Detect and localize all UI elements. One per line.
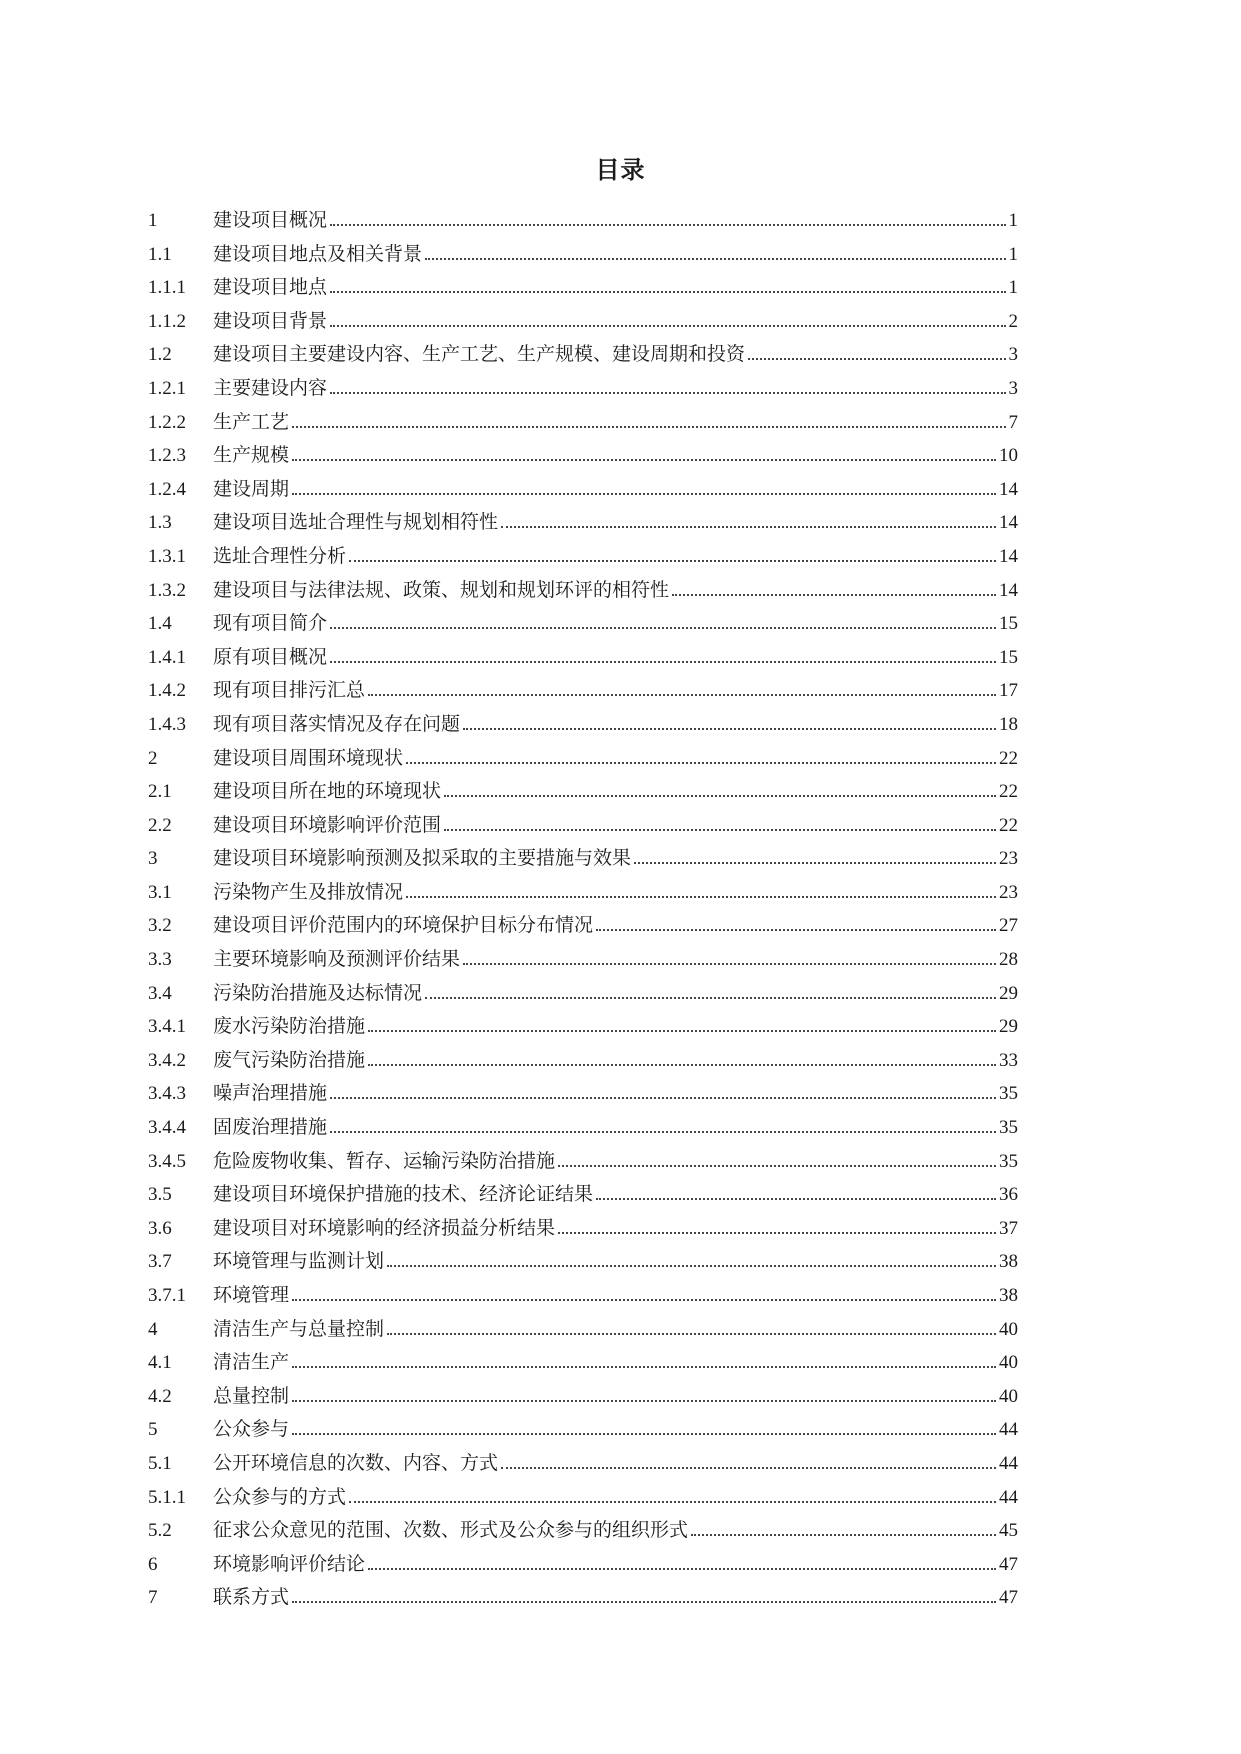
toc-entry[interactable] [148,1380,1018,1414]
toc-entry-text: 环境影响评价结论 [213,1552,366,1575]
toc-entry-number: 4.1 [148,1352,172,1374]
toc-entry-text: 现有项目简介 [213,612,328,635]
toc-entry-page: 29 [999,982,1018,1004]
toc-entry-text: 总量控制 [213,1384,290,1407]
toc-entry-page: 1 [1008,277,1018,299]
toc-entry[interactable] [148,708,1018,742]
toc-entry-text: 建设项目对环境影响的经济损益分析结果 [213,1216,556,1239]
toc-entry-text: 固废治理措施 [213,1116,328,1139]
toc-entry-text: 建设项目环境保护措施的技术、经济论证结果 [213,1183,594,1206]
toc-entry-number: 1.3.2 [148,579,186,601]
toc-entry-text: 建设项目与法律法规、政策、规划和规划环评的相符性 [213,578,670,601]
toc-entry-number: 3.4.2 [148,1049,186,1071]
toc-entry[interactable] [148,372,1018,406]
toc-entry-number: 3.4.1 [148,1016,186,1038]
toc-entry-number: 3.7 [148,1251,172,1273]
toc-entry-number: 5.1 [148,1452,172,1474]
toc-entry-number: 5.2 [148,1520,172,1542]
toc-entry-page: 29 [999,1016,1018,1038]
toc-entry-text: 建设项目环境影响预测及拟采取的主要措施与效果 [213,847,632,870]
toc-entry[interactable] [148,1413,1018,1447]
toc-dot-leader [330,392,1005,394]
toc-entry-page: 1 [1008,210,1018,231]
toc-dot-leader [330,325,1005,327]
toc-dot-leader [387,1333,996,1335]
toc-entry-number: 3.1 [148,881,172,903]
toc-entry-text: 污染防治措施及达标情况 [213,981,423,1004]
toc-entry-number: 1.2.1 [148,377,186,399]
toc-dot-leader [406,762,996,764]
toc-entry[interactable] [148,943,1018,977]
toc-entry-number: 2 [148,747,158,769]
toc-entry-text: 联系方式 [213,1586,290,1609]
toc-entry-text: 建设项目环境影响评价范围 [213,813,442,836]
toc-entry-text: 原有项目概况 [213,645,328,668]
toc-entry-text: 建设周期 [213,477,290,500]
toc-entry[interactable] [148,1548,1018,1582]
toc-entry[interactable] [148,439,1018,473]
toc-entry[interactable] [148,506,1018,540]
toc-entry-page: 45 [999,1520,1018,1542]
toc-entry-text: 公众参与 [213,1418,290,1441]
toc-entry[interactable] [148,1010,1018,1044]
toc-entry-page: 14 [999,579,1018,601]
toc-entry-number: 2.1 [148,781,172,803]
toc-entry-page: 47 [999,1587,1018,1609]
toc-entry-page: 2 [1008,310,1018,332]
toc-entry[interactable] [148,1245,1018,1279]
toc-entry-text: 废气污染防治措施 [213,1048,366,1071]
toc-entry[interactable] [148,674,1018,708]
toc-entry[interactable] [148,1447,1018,1481]
toc-dot-leader [292,1366,996,1368]
toc-entry-number: 7 [148,1587,158,1609]
toc-entry-number: 1.2.2 [148,411,186,433]
toc-dot-leader [501,1467,996,1469]
toc-entry-text: 废水污染防治措施 [213,1015,366,1038]
toc-dot-leader [501,526,996,528]
toc-dot-leader [368,1030,996,1032]
toc-entry-number: 1.1.2 [148,310,186,332]
toc-entry-page: 37 [999,1217,1018,1239]
toc-dot-leader [691,1534,996,1536]
toc-entry-number: 3 [148,848,158,870]
toc-entry-number: 3.5 [148,1184,172,1206]
toc-entry-number: 1.4.2 [148,680,186,702]
toc-entry-page: 22 [999,814,1018,836]
toc-entry[interactable] [148,1313,1018,1347]
toc-entry-number: 1 [148,210,158,231]
toc-entry-text: 建设项目所在地的环境现状 [213,780,442,803]
toc-entry-page: 44 [999,1452,1018,1474]
toc-entry-number: 6 [148,1553,158,1575]
toc-entry-page: 10 [999,445,1018,467]
toc-entry-text: 现有项目排污汇总 [213,679,366,702]
toc-entry-text: 建设项目地点 [213,276,328,299]
toc-entry[interactable] [148,1044,1018,1078]
toc-entry-page: 15 [999,646,1018,668]
toc-entry-text: 建设项目评价范围内的环境保护目标分布情况 [213,914,594,937]
toc-dot-leader [292,459,996,461]
toc-entry[interactable] [148,809,1018,843]
toc-entry[interactable] [148,271,1018,305]
toc-entry[interactable] [148,204,1018,238]
toc-entry-text: 主要建设内容 [213,376,328,399]
toc-dot-leader [425,258,1005,260]
toc-entry-number: 3.4.3 [148,1083,186,1105]
toc-entry-page: 27 [999,915,1018,937]
toc-entry-number: 1.3 [148,512,172,534]
toc-dot-leader [444,829,996,831]
toc-entry[interactable] [148,1111,1018,1145]
toc-entry-text: 环境管理 [213,1284,290,1306]
toc-dot-leader [558,1165,996,1167]
toc-entry[interactable] [148,876,1018,910]
toc-entry-page: 40 [999,1318,1018,1340]
toc-entry-page: 23 [999,881,1018,903]
toc-entry-number: 3.6 [148,1217,172,1239]
toc-entry-page: 14 [999,478,1018,500]
toc-entry[interactable] [148,540,1018,574]
toc-dot-leader [349,560,996,562]
toc-entry-number: 1.1 [148,243,172,265]
toc-dot-leader [406,896,996,898]
toc-entry[interactable] [148,473,1018,507]
toc-entry-text: 建设项目概况 [213,209,328,231]
toc-entry-page: 23 [999,848,1018,870]
toc-dot-leader [558,1232,996,1234]
toc-entry[interactable] [148,1145,1018,1179]
toc-entry-page: 44 [999,1419,1018,1441]
toc-entry-page: 3 [1008,344,1018,366]
toc-entry-page: 14 [999,512,1018,534]
toc-entry-page: 33 [999,1049,1018,1071]
toc-dot-leader [330,1097,996,1099]
toc-dot-leader [292,1299,996,1301]
toc-entry-text: 主要环境影响及预测评价结果 [213,948,461,971]
toc-entry[interactable] [148,305,1018,339]
toc-dot-leader [292,1601,996,1603]
toc-entry-page: 17 [999,680,1018,702]
toc-entry-number: 1.4.3 [148,713,186,735]
toc-entry-page: 1 [1008,243,1018,265]
toc-entry-text: 现有项目落实情况及存在问题 [213,712,461,735]
toc-dot-leader [292,1433,996,1435]
toc-entry[interactable] [148,1077,1018,1111]
toc-entry-number: 5 [148,1419,158,1441]
toc-entry-text: 建设项目地点及相关背景 [213,242,423,265]
toc-dot-leader [368,1568,996,1570]
toc-dot-leader [368,694,996,696]
toc-entry-page: 22 [999,781,1018,803]
toc-entry-number: 3.3 [148,949,172,971]
toc-entry[interactable] [148,742,1018,776]
toc-entry-text: 清洁生产与总量控制 [213,1317,385,1340]
toc-entry[interactable] [148,775,1018,809]
toc-entry-page: 18 [999,713,1018,735]
toc-dot-leader [596,929,996,931]
toc-entry-page: 22 [999,747,1018,769]
toc-list [148,204,1018,1615]
toc-dot-leader [292,493,996,495]
toc-entry-text: 公开环境信息的次数、内容、方式 [213,1451,499,1474]
toc-entry-number: 3.4 [148,982,172,1004]
toc-entry-text: 环境管理与监测计划 [213,1250,385,1273]
toc-dot-leader [292,426,1005,428]
toc-entry-page: 38 [999,1251,1018,1273]
toc-entry-number: 3.2 [148,915,172,937]
toc-entry[interactable] [148,1279,1018,1313]
toc-dot-leader [330,224,1005,226]
toc-entry[interactable] [148,607,1018,641]
toc-entry[interactable] [148,842,1018,876]
toc-entry-page: 14 [999,545,1018,567]
toc-entry-number: 1.4.1 [148,646,186,668]
toc-entry-page: 35 [999,1150,1018,1172]
toc-dot-leader [634,862,996,864]
toc-entry-page: 28 [999,949,1018,971]
toc-entry-text: 选址合理性分析 [213,544,347,567]
toc-dot-leader [463,963,996,965]
toc-dot-leader [330,661,996,663]
toc-entry-number: 1.2.4 [148,478,186,500]
toc-entry-text: 公众参与的方式 [213,1485,347,1508]
toc-entry-number: 4.2 [148,1385,172,1407]
toc-entry-number: 3.7.1 [148,1285,186,1306]
toc-entry-text: 生产工艺 [213,410,290,433]
toc-entry-text: 征求公众意见的范围、次数、形式及公众参与的组织形式 [213,1519,689,1542]
toc-entry-page: 38 [999,1285,1018,1306]
toc-entry-page: 47 [999,1553,1018,1575]
toc-entry-page: 35 [999,1083,1018,1105]
toc-entry-number: 3.4.4 [148,1117,186,1139]
toc-entry-number: 1.3.1 [148,545,186,567]
toc-entry[interactable] [148,977,1018,1011]
toc-dot-leader [387,1265,996,1267]
toc-entry-page: 15 [999,613,1018,635]
toc-entry[interactable] [148,1581,1018,1615]
toc-entry[interactable] [148,406,1018,440]
toc-entry-page: 40 [999,1385,1018,1407]
toc-entry-text: 危险废物收集、暂存、运输污染防治措施 [213,1149,556,1172]
toc-dot-leader [444,795,996,797]
toc-dot-leader [748,358,1005,360]
toc-entry-number: 5.1.1 [148,1486,186,1508]
toc-entry[interactable] [148,1481,1018,1515]
toc-entry-page: 3 [1008,377,1018,399]
toc-entry-text: 建设项目选址合理性与规划相符性 [213,511,499,534]
toc-entry-number: 1.4 [148,613,172,635]
toc-entry-text: 清洁生产 [213,1351,290,1374]
toc-entry[interactable] [148,574,1018,608]
toc-entry[interactable] [148,1346,1018,1380]
toc-entry-page: 35 [999,1117,1018,1139]
toc-entry-page: 44 [999,1486,1018,1508]
toc-entry[interactable] [148,909,1018,943]
toc-entry-page: 40 [999,1352,1018,1374]
toc-entry-text: 生产规模 [213,444,290,467]
toc-dot-leader [425,997,996,999]
toc-entry[interactable] [148,1212,1018,1246]
toc-entry-number: 1.2 [148,344,172,366]
toc-entry-number: 4 [148,1318,158,1340]
toc-dot-leader [463,728,996,730]
toc-entry[interactable] [148,1178,1018,1212]
toc-dot-leader [292,1400,996,1402]
toc-title: 目录 [595,155,646,184]
toc-entry-number: 1.2.3 [148,445,186,467]
toc-entry-text: 建设项目主要建设内容、生产工艺、生产规模、建设周期和投资 [213,343,746,366]
toc-entry-text: 噪声治理措施 [213,1082,328,1105]
toc-dot-leader [330,291,1005,293]
toc-entry-page: 7 [1008,411,1018,433]
toc-entry-number: 2.2 [148,814,172,836]
toc-entry-text: 污染物产生及排放情况 [213,880,404,903]
toc-entry[interactable] [148,338,1018,372]
toc-dot-leader [596,1198,996,1200]
toc-dot-leader [349,1501,996,1503]
toc-entry-text: 建设项目周围环境现状 [213,746,404,769]
toc-entry-number: 3.4.5 [148,1150,186,1172]
toc-dot-leader [672,594,996,596]
toc-dot-leader [330,1131,996,1133]
toc-entry-page: 36 [999,1184,1018,1206]
toc-entry-number: 1.1.1 [148,277,186,299]
toc-entry[interactable] [148,238,1018,272]
toc-entry[interactable] [148,1514,1018,1548]
toc-dot-leader [330,627,996,629]
toc-entry[interactable] [148,641,1018,675]
toc-dot-leader [368,1064,996,1066]
toc-entry-text: 建设项目背景 [213,309,328,332]
